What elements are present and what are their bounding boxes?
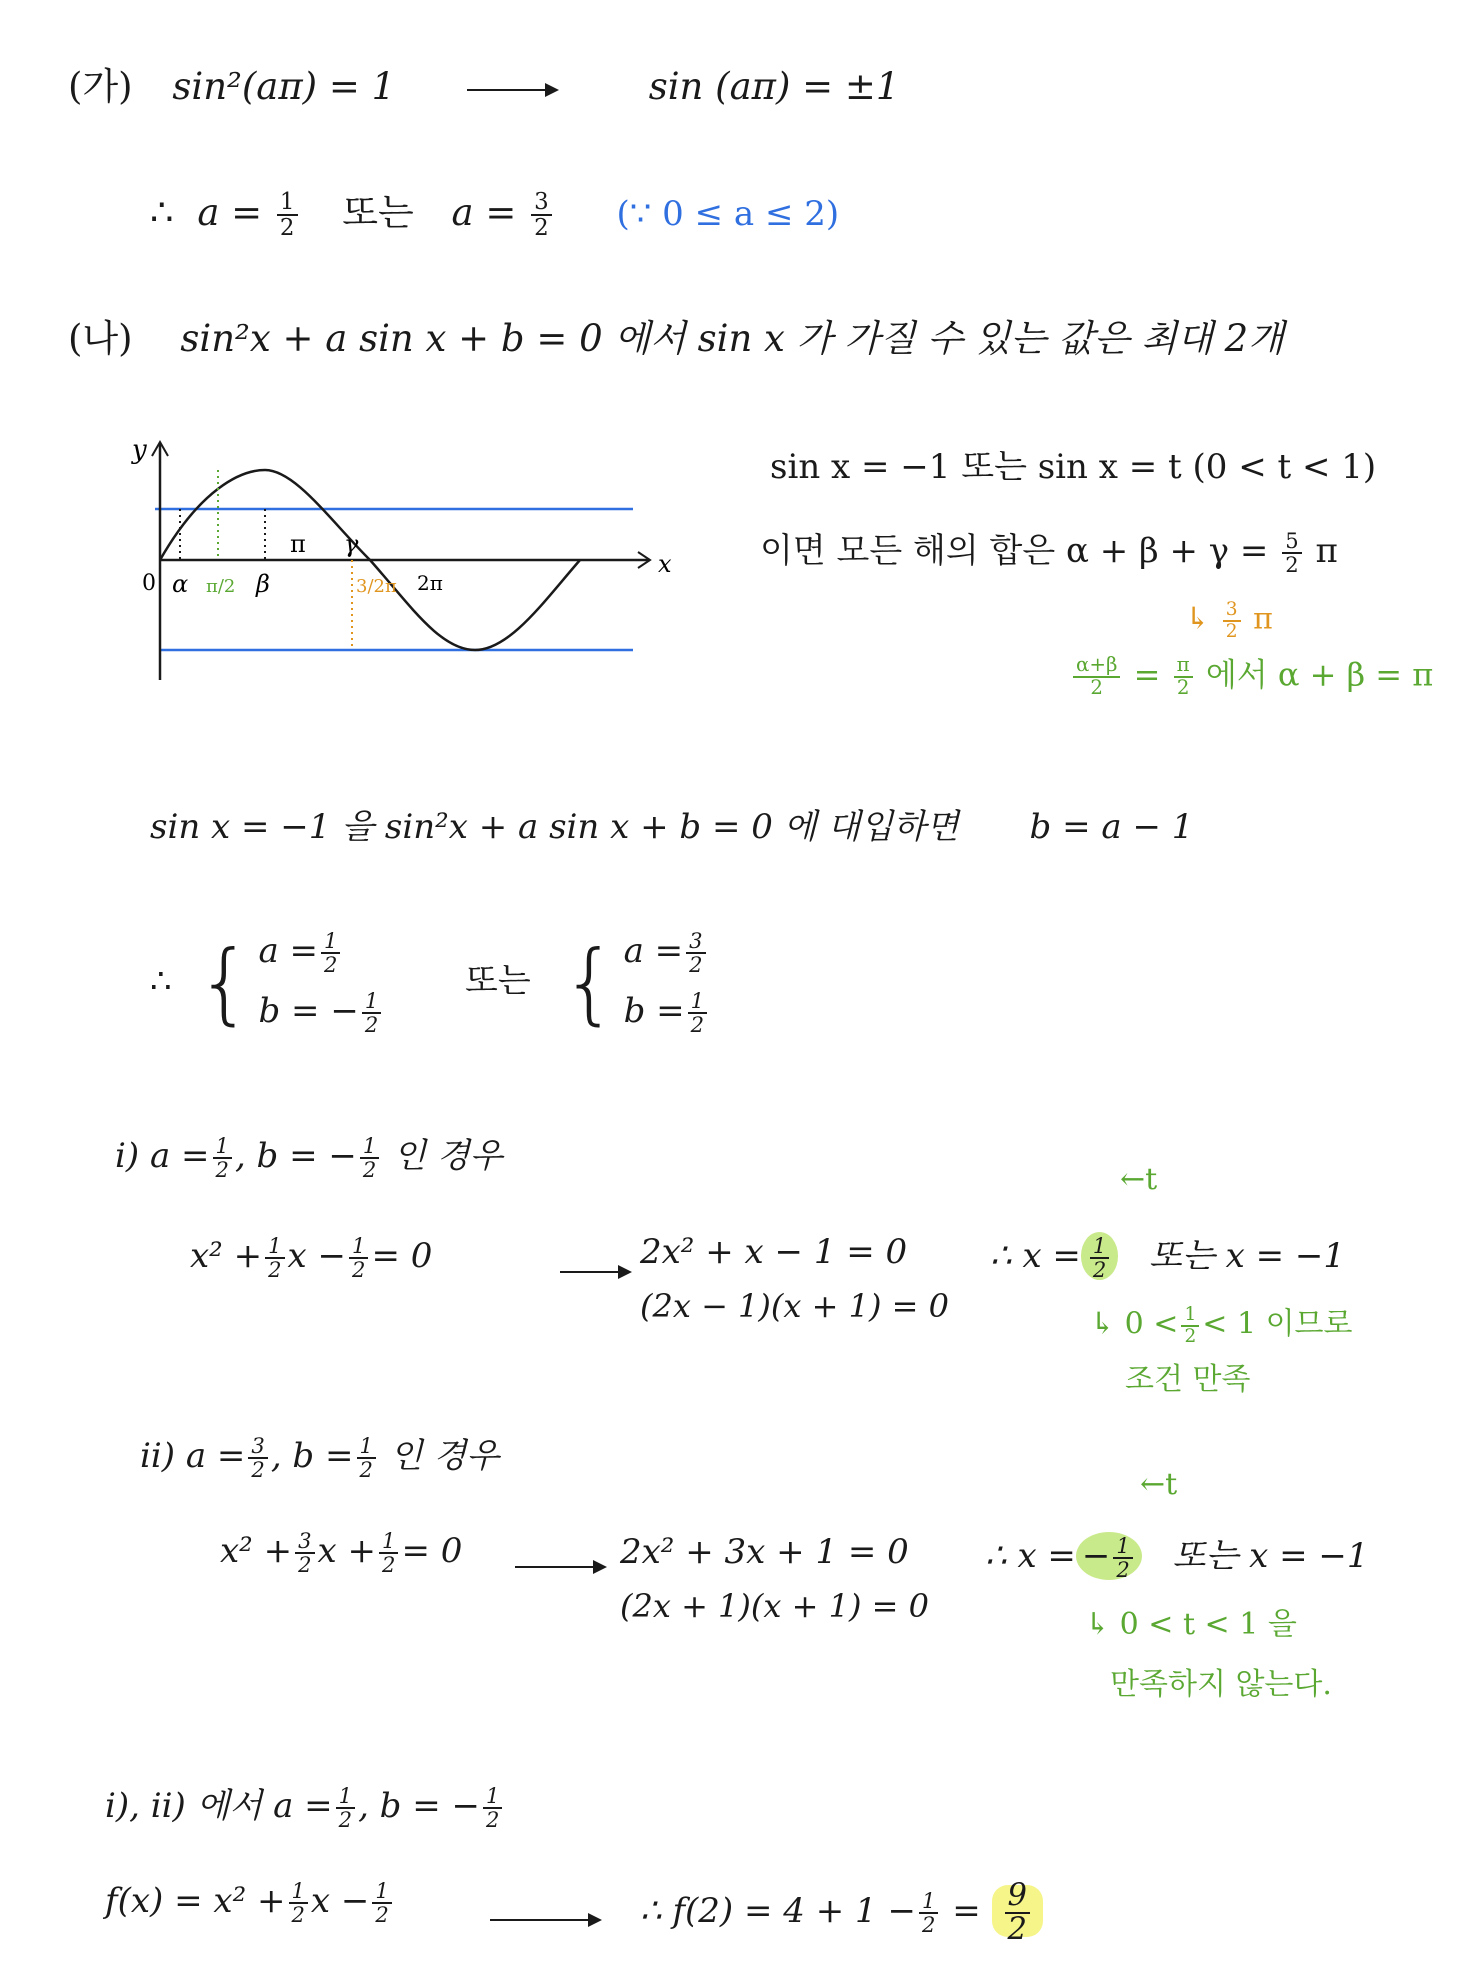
case1-eq2: 2x² + x − 1 = 0 bbox=[640, 1232, 908, 1272]
alpha-label: α bbox=[172, 570, 189, 598]
or-text: 또는 bbox=[342, 190, 414, 234]
gamma-label: γ bbox=[344, 530, 359, 558]
fraction: $\frac{\alpha+\beta}{2}$ bbox=[1073, 655, 1120, 699]
case1-note-1: ↳ 0 < $\frac{1}{2}$ < 1 이므로 bbox=[1090, 1304, 1353, 1347]
alpha-beta-note: $\frac{\alpha+\beta}{2}$ = $\frac{\pi}{2}$ 에서 α + β = π bbox=[1070, 655, 1433, 699]
fraction: $\frac{\pi}{2}$ bbox=[1174, 655, 1193, 699]
case2-note-2: 만족하지 않는다. bbox=[1110, 1667, 1332, 1702]
fraction: $\frac{3}{2}$ bbox=[531, 190, 552, 240]
two-pi-label: 2π bbox=[417, 571, 443, 595]
fraction: $\frac{3}{2}$ bbox=[1223, 600, 1241, 641]
sine-graph bbox=[130, 430, 670, 690]
case1-solution: ∴ x = $\frac{1}{2}$ 또는 x = −1 bbox=[990, 1233, 1346, 1283]
or-text: 또는 bbox=[465, 961, 531, 1002]
case1-t-mark: ←t bbox=[1120, 1162, 1158, 1197]
final-result: ∴ f(2) = 4 + 1 − $\frac{1}{2}$ = $\frac{9}{2}$ bbox=[640, 1880, 1043, 1946]
case2-arrow-wrap bbox=[495, 1545, 625, 1582]
side-line-2 bbox=[760, 530, 1338, 576]
implies-arrow bbox=[490, 1919, 600, 1921]
ga-equation-left: sin²(aπ) = 1 bbox=[172, 65, 396, 108]
ga-condition: (∵ 0 ≤ a ≤ 2) bbox=[616, 193, 840, 234]
case2-eq3: (2x + 1)(x + 1) = 0 bbox=[620, 1587, 929, 1625]
pi-label: π bbox=[290, 530, 306, 558]
case1-note-2: 조건 만족 bbox=[1125, 1362, 1251, 1397]
ga-a1-label: a = bbox=[197, 190, 263, 234]
part-na-label: (나) bbox=[68, 317, 133, 360]
ga-solution-line bbox=[150, 190, 839, 240]
three-half-pi-label: 3/2π bbox=[356, 576, 397, 597]
ga-equation-right: sin (aπ) = ±1 bbox=[648, 65, 900, 108]
x-axis-label: x bbox=[658, 550, 672, 578]
gamma-note bbox=[1185, 600, 1273, 641]
case1-title: i) a = $\frac{1}{2}$ , b = − $\frac{1}{2}$ 인 경우 bbox=[115, 1133, 503, 1183]
implies-arrow bbox=[467, 89, 557, 91]
part-ga-line bbox=[68, 65, 900, 108]
implies-arrow bbox=[515, 1566, 605, 1568]
therefore-symbol: ∴ bbox=[150, 190, 174, 234]
case2-eq2: 2x² + 3x + 1 = 0 bbox=[620, 1532, 909, 1572]
gamma-note-pi: π bbox=[1253, 601, 1273, 637]
fraction: $\frac{5}{2}$ bbox=[1282, 530, 1301, 576]
conclusion-line: i), ii) 에서 a = $\frac{1}{2}$ , b = − $\frac{1}{2}$ bbox=[105, 1785, 505, 1831]
substitution-text: sin x = −1 을 sin²x + a sin x + b = 0 에 대입하면 bbox=[150, 807, 959, 847]
side-line-1: sin x = −1 또는 sin x = t (0 < t < 1) bbox=[770, 447, 1377, 487]
pi-half-label: π/2 bbox=[206, 576, 236, 597]
f-definition: f(x) = x² + $\frac{1}{2}$ x − $\frac{1}{2}$ bbox=[105, 1880, 395, 1926]
conclusion-arrow-wrap bbox=[470, 1898, 620, 1935]
final-answer: $\frac{9}{2}$ bbox=[992, 1885, 1043, 1937]
case1-eq3: (2x − 1)(x + 1) = 0 bbox=[640, 1287, 949, 1325]
system-line bbox=[150, 930, 710, 1037]
na-statement: sin²x + a sin x + b = 0 에서 sin x 가 가질 수 있는 값은 최대 2개 bbox=[180, 317, 1284, 360]
system-1: { a = $\frac{1}{2}$ b = − $\frac{1}{2}$ bbox=[196, 930, 384, 1037]
case2-t-mark: ←t bbox=[1140, 1467, 1178, 1502]
therefore-symbol: ∴ bbox=[150, 961, 172, 1002]
implies-arrow bbox=[560, 1271, 630, 1273]
substitution-line bbox=[150, 807, 1194, 847]
beta-label: β bbox=[256, 570, 270, 598]
fraction: $\frac{1}{2}$ bbox=[277, 190, 298, 240]
ga-a2-label: a = bbox=[451, 190, 517, 234]
origin-label: 0 bbox=[142, 571, 156, 596]
case2-title: ii) a = $\frac{3}{2}$ , b = $\frac{1}{2}$ 인 경우 bbox=[140, 1433, 500, 1483]
pi-symbol: π bbox=[1315, 531, 1338, 572]
case1-arrow-wrap bbox=[540, 1250, 650, 1287]
part-na-line bbox=[68, 317, 1284, 360]
case1-equation: x² + $\frac{1}{2}$ x − $\frac{1}{2}$ = 0 bbox=[190, 1233, 433, 1283]
y-axis-label: y bbox=[132, 435, 147, 465]
part-ga-label: (가) bbox=[68, 65, 133, 108]
sum-text: 이면 모든 해의 합은 α + β + γ = bbox=[760, 531, 1269, 572]
gamma-note-arrow: ↳ bbox=[1185, 601, 1211, 637]
alpha-beta-tail: 에서 α + β = π bbox=[1205, 655, 1434, 694]
system-2: { a = $\frac{3}{2}$ b = $\frac{1}{2}$ bbox=[562, 930, 710, 1037]
substitution-result: b = a − 1 bbox=[1029, 807, 1194, 847]
case2-solution: ∴ x = − $\frac{1}{2}$ 또는 x = −1 bbox=[985, 1533, 1369, 1583]
case2-equation: x² + $\frac{3}{2}$ x + $\frac{1}{2}$ = 0 bbox=[220, 1528, 463, 1578]
case2-note-1: ↳ 0 < t < 1 을 bbox=[1085, 1607, 1297, 1642]
